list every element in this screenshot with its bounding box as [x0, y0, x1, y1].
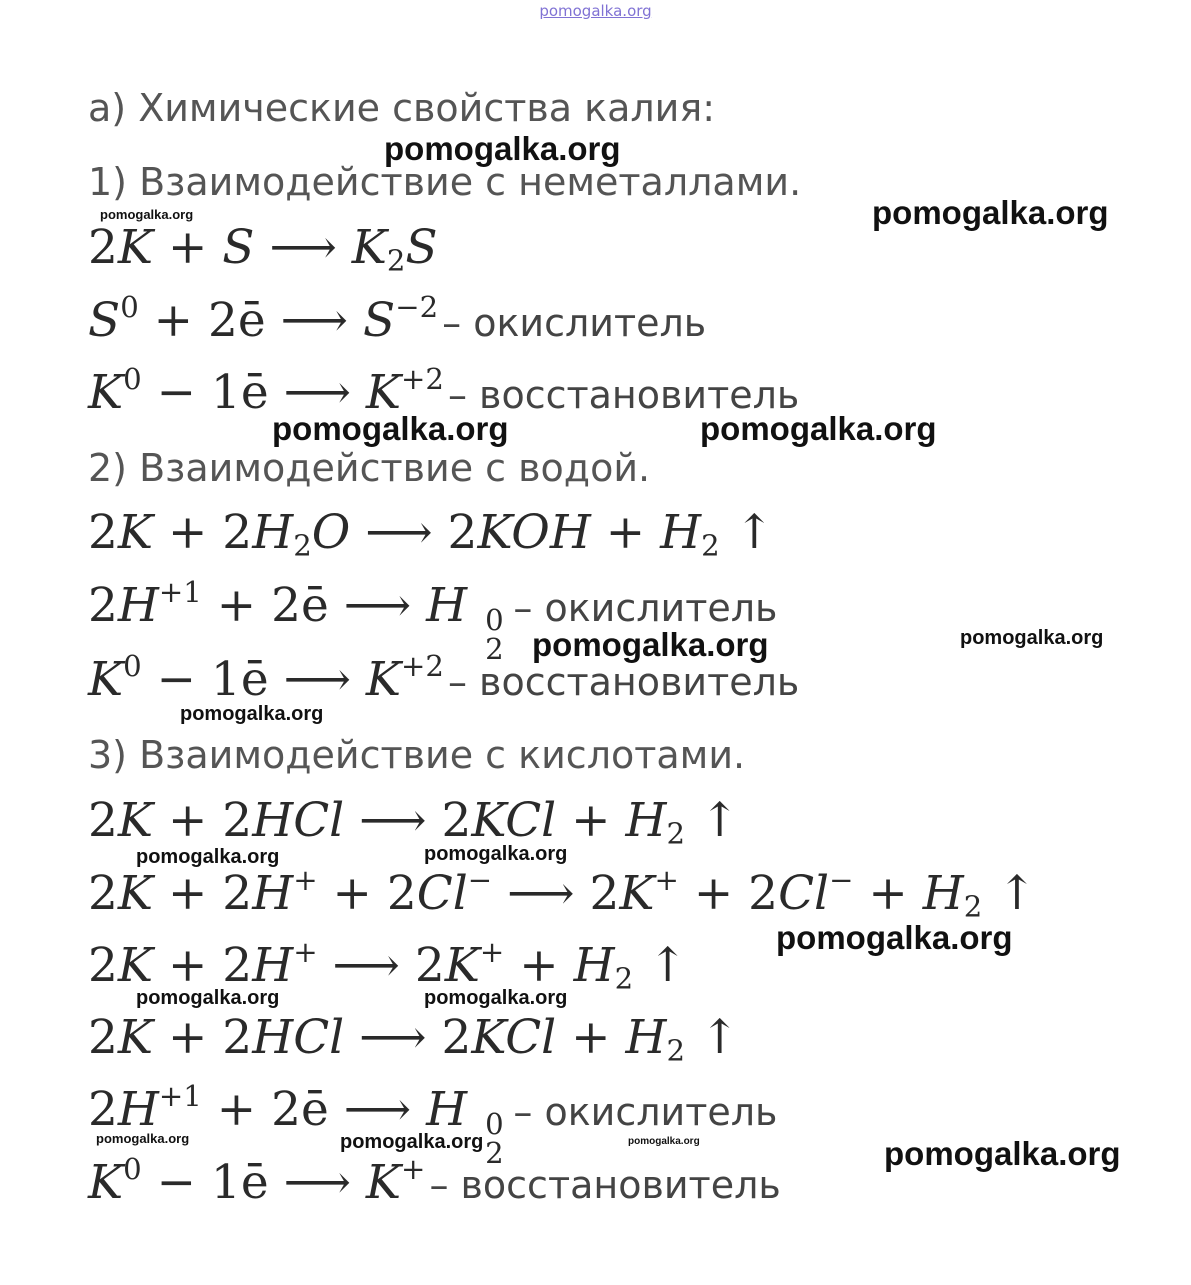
watermark: pomogalka.org: [960, 627, 1104, 649]
watermark: pomogalka.org: [628, 1136, 700, 1147]
watermark: pomogalka.org: [532, 626, 769, 663]
equation-3: $K^0$ − 1ē ⟶ $K^{+2}$ – восстановитель: [88, 362, 800, 420]
watermark: pomogalka.org: [340, 1131, 484, 1153]
watermark: pomogalka.org: [872, 194, 1109, 231]
section-heading-2: 2) Взаимодействие с водой.: [88, 446, 651, 490]
document-title: а) Химические свойства калия:: [88, 86, 716, 130]
equation-8: 2K + 2H+ + 2Cl− ⟶ $2K^+ + 2Cl^- + H_2$ ↑: [88, 863, 1037, 924]
reducer-label: – восстановитель: [447, 660, 800, 704]
equation-5: $2H^{+1}$ + 2ē ⟶ H 0 2 – окислитель: [88, 575, 778, 666]
watermark: pomogalka.org: [180, 703, 324, 725]
watermark: pomogalka.org: [424, 843, 568, 865]
section-heading-1: 1) Взаимодействие с неметаллами.: [88, 160, 802, 204]
watermark: pomogalka.org: [272, 410, 509, 447]
oxidizer-label: – окислитель: [442, 301, 707, 345]
section-heading-3: 3) Взаимодействие с кислотами.: [88, 733, 746, 777]
watermark: pomogalka.org: [96, 1131, 190, 1146]
equation-6: $K^0$ − 1ē ⟶ $K^{+2}$ – восстановитель: [88, 649, 800, 707]
equation-11: $2H^{+1}$ + 2ē ⟶ H 0 2 – окислитель: [88, 1079, 778, 1170]
equation-4: $2K + 2H_2O$ ⟶ $2KOH + H_2$ ↑: [88, 505, 774, 563]
watermark: pomogalka.org: [424, 987, 568, 1009]
watermark: pomogalka.org: [700, 410, 937, 447]
reducer-label: – восстановитель: [429, 1163, 781, 1207]
header-link[interactable]: pomogalka.org: [539, 2, 652, 20]
equation-7: 2K + 2HCl ⟶ $2KCl + H_2$ ↑: [88, 793, 740, 851]
watermark: pomogalka.org: [136, 987, 280, 1009]
oxidizer-label: – окислитель: [513, 586, 778, 630]
watermark: pomogalka.org: [136, 846, 280, 868]
reducer-label: – восстановитель: [447, 373, 800, 417]
watermark: pomogalka.org: [384, 130, 621, 167]
watermark: pomogalka.org: [100, 207, 194, 222]
equation-12: $K^0$ − 1ē ⟶ K+ – восстановитель: [88, 1152, 781, 1210]
equation-10: 2K + 2HCl ⟶ $2KCl + H_2$ ↑: [88, 1010, 740, 1068]
equation-1: 2K + S ⟶ $K_2S$: [88, 220, 438, 278]
equation-9: 2K + 2H+ ⟶ $2K^+ + H_2$ ↑: [88, 935, 688, 996]
watermark: pomogalka.org: [884, 1135, 1121, 1172]
equation-2: $S^0$ + 2ē ⟶ $S^{-2}$ – окислитель: [88, 290, 707, 348]
oxidizer-label: – окислитель: [513, 1090, 778, 1134]
watermark: pomogalka.org: [776, 919, 1013, 956]
